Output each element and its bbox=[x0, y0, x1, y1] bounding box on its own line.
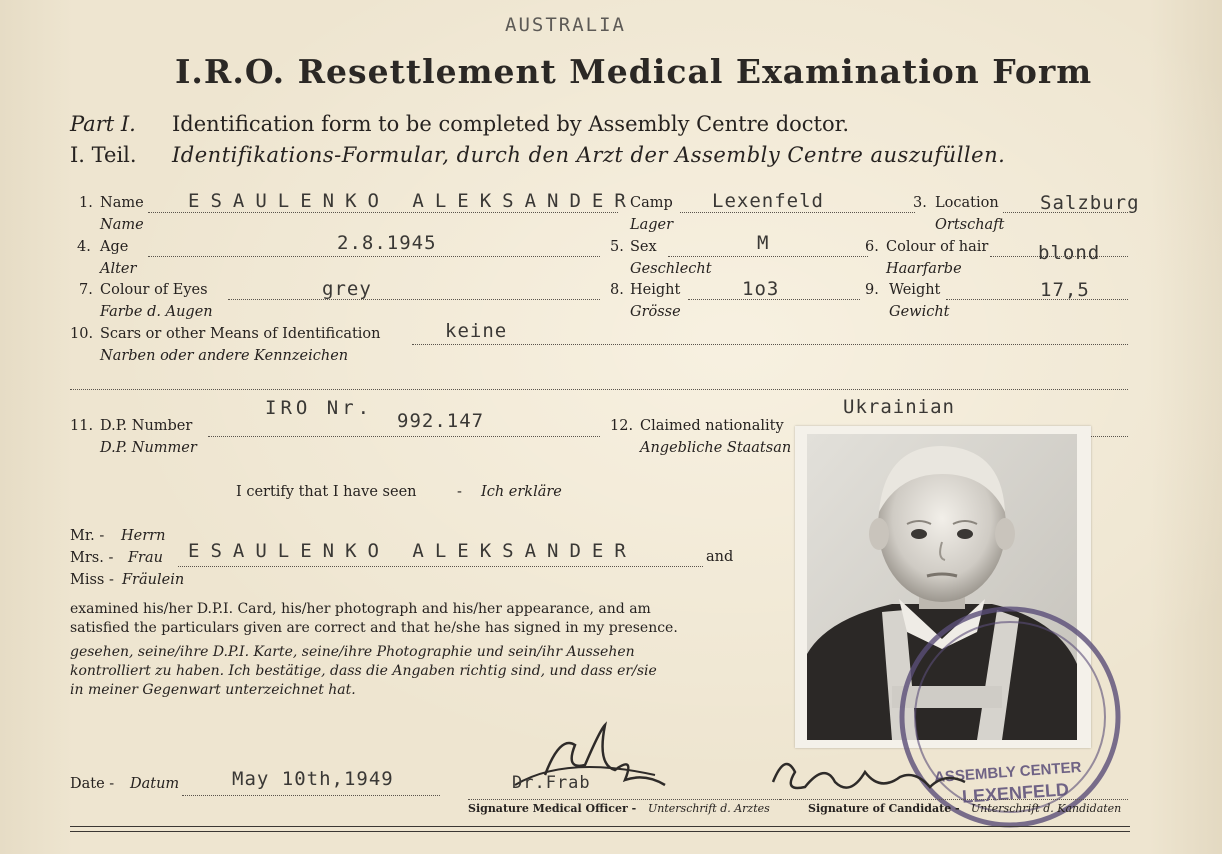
height-label: Height bbox=[630, 282, 681, 298]
hair-value: blond bbox=[1038, 242, 1101, 264]
hair-num: 6. bbox=[865, 239, 879, 255]
age-label: Age bbox=[100, 239, 129, 255]
bottom-rule-2 bbox=[70, 831, 1130, 832]
miss-label-de: Fräulein bbox=[122, 572, 185, 588]
weight-value: 17,5 bbox=[1040, 279, 1090, 301]
name-label-de: Name bbox=[100, 217, 144, 233]
certify-line-de: Ich erkläre bbox=[481, 484, 562, 500]
sex-num: 5. bbox=[610, 239, 624, 255]
weight-label: Weight bbox=[889, 282, 941, 298]
country-heading: AUSTRALIA bbox=[505, 14, 626, 36]
certify-name-value: ESAULENKO ALEKSANDER bbox=[188, 540, 637, 562]
mrs-label-de: Frau bbox=[128, 550, 163, 566]
age-label-de: Alter bbox=[100, 261, 137, 277]
eyes-label-de: Farbe d. Augen bbox=[100, 304, 213, 320]
scars-value: keine bbox=[445, 320, 508, 342]
camp-value: Lexenfeld bbox=[712, 190, 824, 212]
bottom-rule bbox=[70, 826, 1130, 827]
stamp-line-2: LEXENFELD bbox=[961, 779, 1070, 807]
hair-label-de: Haarfarbe bbox=[886, 261, 962, 277]
sex-label: Sex bbox=[630, 239, 657, 255]
part-text-en: Identification form to be completed by Assembly Centre doctor. bbox=[172, 112, 850, 136]
height-value: 1o3 bbox=[742, 278, 780, 300]
dp-label-de: D.P. Nummer bbox=[100, 440, 197, 456]
eyes-label: Colour of Eyes bbox=[100, 282, 208, 298]
location-value: Salzburg bbox=[1040, 192, 1140, 214]
date-label: Date - bbox=[70, 776, 115, 792]
part-label-de: I. Teil. bbox=[70, 143, 137, 167]
weight-num: 9. bbox=[865, 282, 879, 298]
miss-label: Miss - bbox=[70, 572, 114, 588]
scars-label: Scars or other Means of Identification bbox=[100, 326, 381, 342]
location-label-de: Ortschaft bbox=[935, 217, 1005, 233]
camp-label: Camp bbox=[630, 195, 673, 211]
dp-num: 11. bbox=[70, 418, 94, 434]
dp-prefix: IRO Nr. bbox=[265, 397, 374, 419]
certify-en-1: examined his/her D.P.I. Card, his/her photograph and his/her appearance, and am bbox=[70, 601, 651, 617]
age-value: 2.8.1945 bbox=[337, 232, 437, 254]
name-num: 1. bbox=[79, 195, 93, 211]
hair-label: Colour of hair bbox=[886, 239, 989, 255]
mr-label: Mr. - bbox=[70, 528, 105, 544]
name-label: Name bbox=[100, 195, 144, 211]
nationality-label-de: Angebliche Staatsan bbox=[640, 440, 792, 456]
certify-en-2: satisfied the particulars given are correct and that he/she has signed in my presence. bbox=[70, 620, 678, 636]
location-label: Location bbox=[935, 195, 999, 211]
sig-candidate-label: Signature of Candidate - bbox=[808, 802, 960, 815]
eyes-value: grey bbox=[322, 278, 372, 300]
doctor-typed-name: Dr.Frab bbox=[512, 773, 591, 793]
sex-value: M bbox=[757, 232, 770, 254]
nationality-value: Ukrainian bbox=[843, 396, 955, 418]
and-label: and bbox=[706, 549, 734, 565]
location-num: 3. bbox=[913, 195, 927, 211]
age-num: 4. bbox=[77, 239, 91, 255]
date-label-de: Datum bbox=[130, 776, 180, 792]
certify-de-1: gesehen, seine/ihre D.P.I. Karte, seine/ihre Photographie und sein/ihr Aussehen bbox=[70, 644, 635, 660]
part-text-de: Identifikations-Formular, durch den Arzt der Assembly Centre auszufüllen. bbox=[172, 143, 1006, 167]
camp-label-de: Lager bbox=[630, 217, 674, 233]
nationality-num: 12. bbox=[610, 418, 634, 434]
mr-label-de: Herrn bbox=[121, 528, 166, 544]
sig-officer-label-de: Unterschrift d. Arztes bbox=[648, 802, 770, 815]
name-value: ESAULENKO ALEKSANDER bbox=[188, 190, 637, 212]
height-label-de: Grösse bbox=[630, 304, 681, 320]
certify-dash: - bbox=[457, 484, 462, 500]
part-label-en: Part I. bbox=[70, 112, 136, 136]
form-title: I.R.O. Resettlement Medical Examination Form bbox=[175, 52, 1093, 91]
scars-num: 10. bbox=[70, 326, 94, 342]
stamp-line-1: ASSEMBLY CENTER bbox=[933, 758, 1082, 787]
weight-label-de: Gewicht bbox=[889, 304, 950, 320]
sig-officer-label: Signature Medical Officer - bbox=[468, 802, 637, 815]
eyes-num: 7. bbox=[79, 282, 93, 298]
height-num: 8. bbox=[610, 282, 624, 298]
scars-label-de: Narben oder andere Kennzeichen bbox=[100, 348, 349, 364]
dp-label: D.P. Number bbox=[100, 418, 193, 434]
certify-de-3: in meiner Gegenwart unterzeichnet hat. bbox=[70, 682, 356, 698]
mrs-label: Mrs. - bbox=[70, 550, 114, 566]
certify-de-2: kontrolliert zu haben. Ich bestätige, dass die Angaben richtig sind, und dass er/sie bbox=[70, 663, 657, 679]
nationality-label: Claimed nationality bbox=[640, 418, 784, 434]
sex-label-de: Geschlecht bbox=[630, 261, 712, 277]
sig-candidate-label-de: Unterschrift d. Kandidaten bbox=[971, 802, 1122, 815]
certify-line: I certify that I have seen bbox=[236, 484, 417, 500]
date-value: May 10th,1949 bbox=[232, 768, 394, 790]
dp-value: 992.147 bbox=[397, 410, 485, 432]
